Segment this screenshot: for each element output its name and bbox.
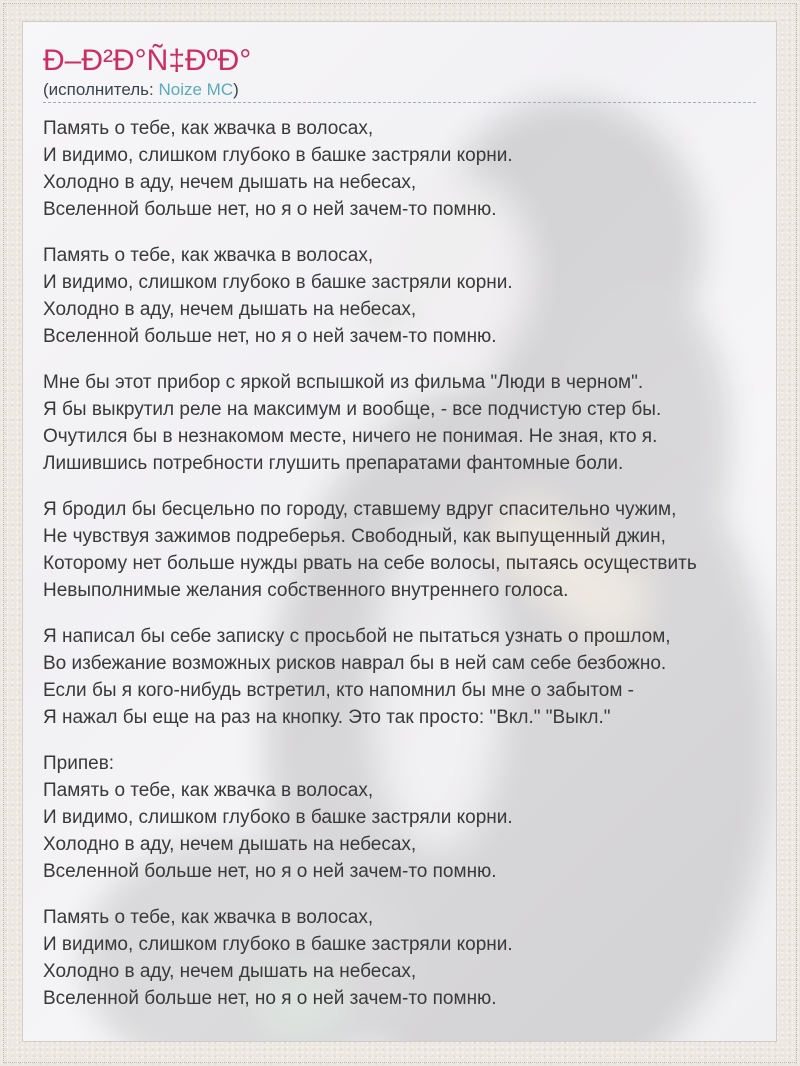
lyric-line: Припев: xyxy=(43,753,115,774)
lyric-line: И видимо, слишком глубоко в башке застряли корни. xyxy=(43,272,513,293)
lyric-line: Память о тебе, как жвачка в волосах, xyxy=(43,907,374,928)
lyrics-card xyxy=(22,21,777,1042)
lyric-line: Я бродил бы бесцельно по городу, ставшему вдруг спасительно чужим, xyxy=(43,499,677,520)
lyrics-text xyxy=(43,115,756,1012)
lyric-line: Вселенной больше нет, но я о ней зачем-то помню. xyxy=(43,199,497,220)
lyric-line: Очутился бы в незнакомом месте, ничего не понимая. Не зная, кто я. xyxy=(43,426,658,447)
lyric-line: Холодно в аду, нечем дышать на небесах, xyxy=(43,299,417,320)
song-title: Ð–Ð²Ð°Ñ‡ÐºÐ° xyxy=(43,44,252,77)
lyric-line: Я написал бы себе записку с просьбой не пытаться узнать о прошлом, xyxy=(43,626,671,647)
lyric-stanza xyxy=(43,369,756,477)
lyric-stanza xyxy=(43,750,756,885)
lyric-line: И видимо, слишком глубоко в башке застряли корни. xyxy=(43,807,513,828)
lyric-line: Лишившись потребности глушить препаратами фантомные боли. xyxy=(43,453,624,474)
artist-label: (исполнитель: xyxy=(43,80,159,99)
lyric-stanza xyxy=(43,242,756,350)
lyric-line: Невыполнимые желания собственного внутреннего голоса. xyxy=(43,580,569,601)
lyric-line: Которому нет больше нужды рвать на себе волосы, пытаясь осуществить xyxy=(43,553,697,574)
lyric-line: Вселенной больше нет, но я о ней зачем-то помню. xyxy=(43,988,497,1009)
lyric-line: Я нажал бы еще на раз на кнопку. Это так просто: "Вкл." "Выкл." xyxy=(43,707,611,728)
lyric-line: Вселенной больше нет, но я о ней зачем-то помню. xyxy=(43,861,497,882)
artist-line xyxy=(43,80,756,100)
lyric-line: Холодно в аду, нечем дышать на небесах, xyxy=(43,834,417,855)
lyrics-content xyxy=(23,22,776,1032)
lyric-line: Холодно в аду, нечем дышать на небесах, xyxy=(43,961,417,982)
lyric-line: Вселенной больше нет, но я о ней зачем-то помню. xyxy=(43,326,497,347)
lyric-stanza xyxy=(43,115,756,223)
lyric-line: Не чувствуя зажимов подреберья. Свободный, как выпущенный джин, xyxy=(43,526,666,547)
lyric-line: Память о тебе, как жвачка в волосах, xyxy=(43,245,374,266)
lyric-stanza xyxy=(43,496,756,604)
lyric-stanza xyxy=(43,623,756,731)
lyric-line: Холодно в аду, нечем дышать на небесах, xyxy=(43,172,417,193)
lyric-line: Если бы я кого-нибудь встретил, кто напомнил бы мне о забытом - xyxy=(43,680,634,701)
lyric-line: Память о тебе, как жвачка в волосах, xyxy=(43,118,374,139)
lyric-line: Во избежание возможных рисков наврал бы в ней сам себе безбожно. xyxy=(43,653,667,674)
artist-line-suffix: ) xyxy=(233,80,239,99)
lyric-line: Я бы выкрутил реле на максимум и вообще, - все подчистую стер бы. xyxy=(43,399,662,420)
lyric-line: И видимо, слишком глубоко в башке застряли корни. xyxy=(43,934,513,955)
artist-link[interactable]: Noize MC xyxy=(158,80,234,99)
lyric-line: Мне бы этот прибор с яркой вспышкой из фильма "Люди в черном". xyxy=(43,372,644,393)
lyric-stanza xyxy=(43,904,756,1012)
lyric-line: И видимо, слишком глубоко в башке застряли корни. xyxy=(43,145,513,166)
dashed-separator xyxy=(43,102,756,103)
lyric-line: Память о тебе, как жвачка в волосах, xyxy=(43,780,374,801)
